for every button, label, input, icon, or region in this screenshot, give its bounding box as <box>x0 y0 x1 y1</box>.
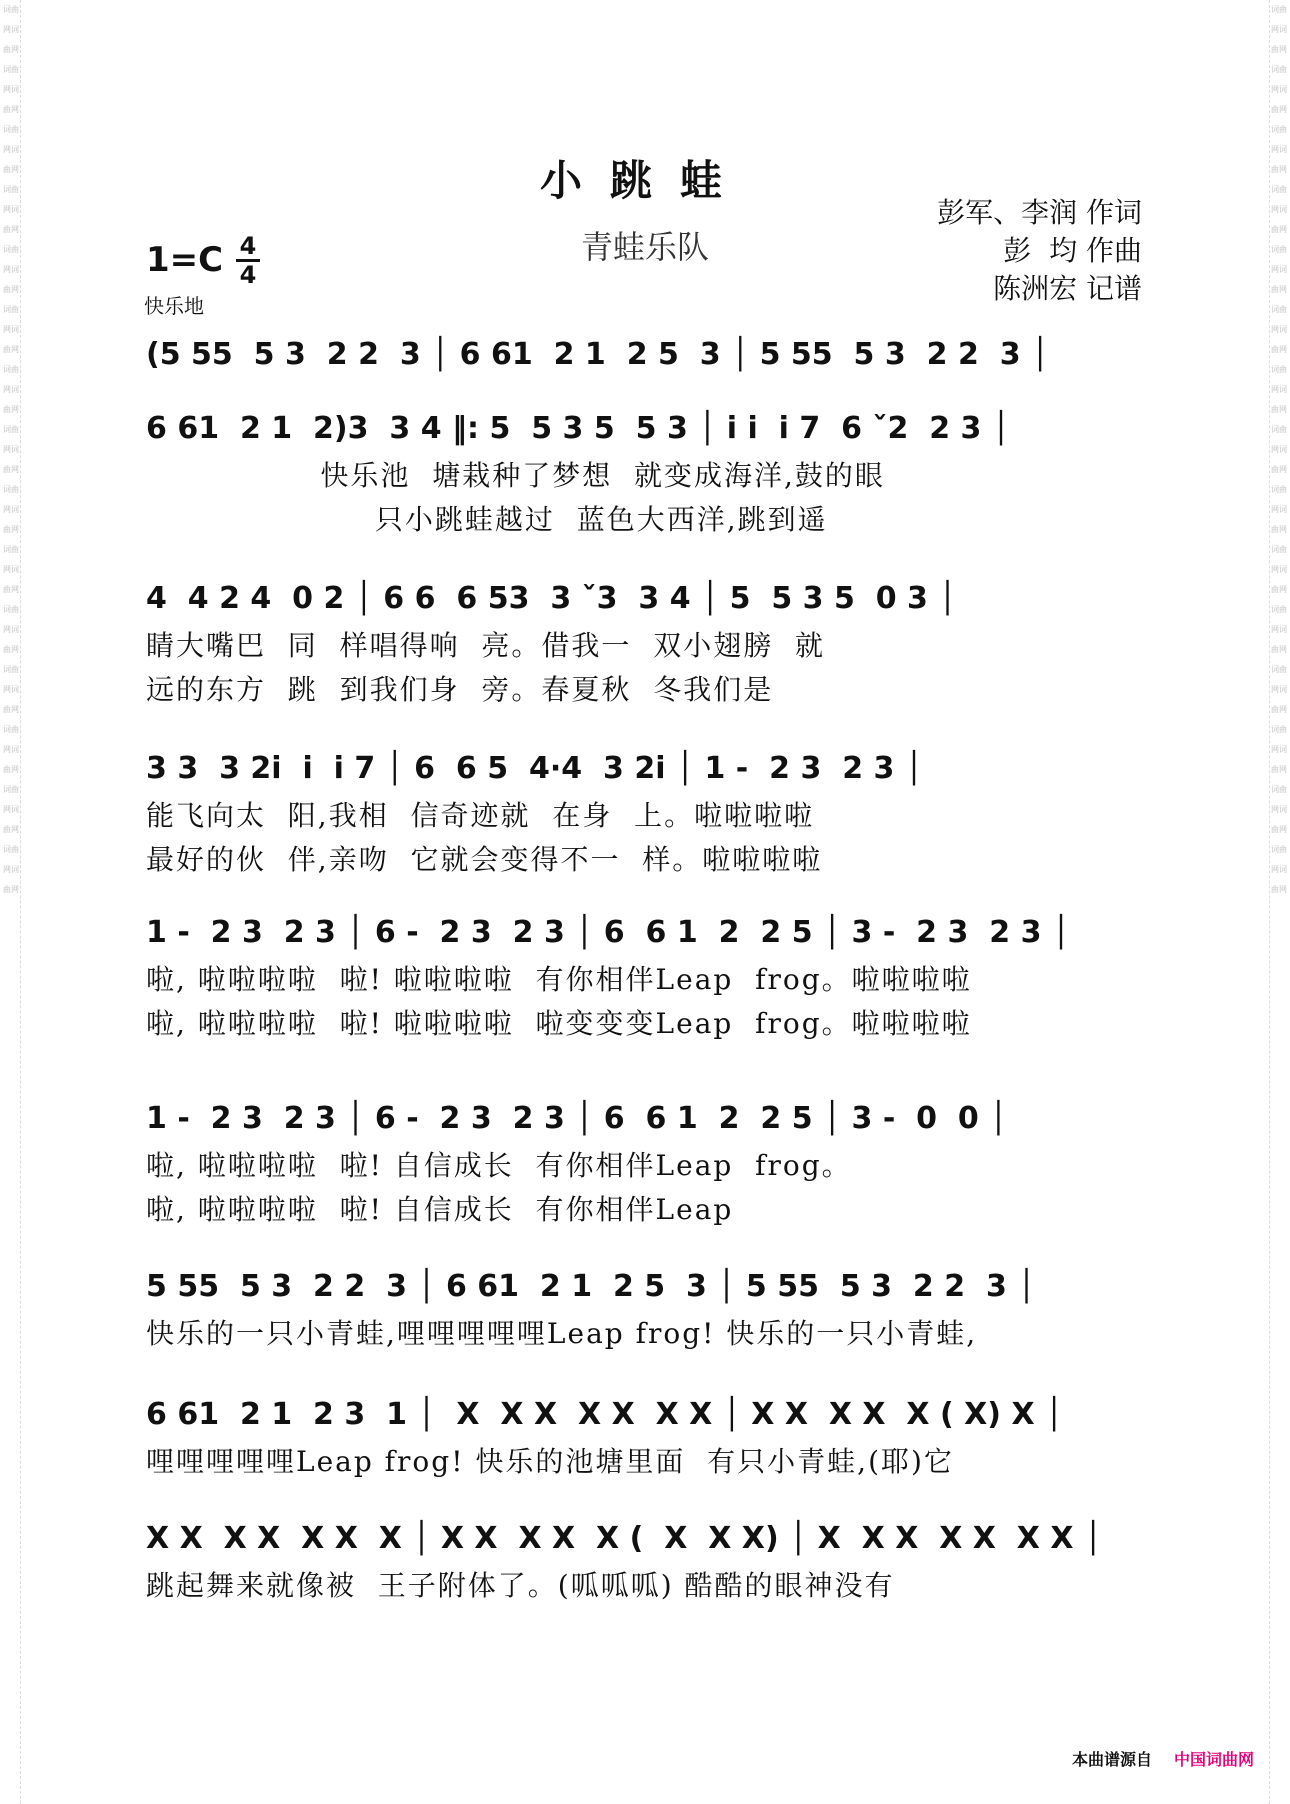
lyric-verse-2: 啦, 啦啦啦啦 啦! 啦啦啦啦 啦变变变Leap frog。啦啦啦啦 <box>146 1007 972 1040</box>
tempo-marking: 快乐地 <box>144 294 204 318</box>
lyric-verse-1: 啦, 啦啦啦啦 啦! 自信成长 有你相伴Leap frog。 <box>146 1149 852 1182</box>
lyric-verse-2: 啦, 啦啦啦啦 啦! 自信成长 有你相伴Leap <box>146 1193 734 1226</box>
notes-row: X X X X X X X │ X X X X X ( X X X) │ X X X X X X X │ <box>146 1521 1103 1556</box>
system-8 <box>146 1390 1150 1484</box>
lyric-verse-2: 远的东方 跳 到我们身 旁。春夏秋 冬我们是 <box>146 673 774 706</box>
lyric-verse-1: 快乐池 塘栽种了梦想 就变成海洋,鼓的眼 <box>146 459 885 492</box>
lyric-verse-1: 哩哩哩哩哩Leap frog! 快乐的池塘里面 有只小青蛙,(耶)它 <box>146 1445 954 1478</box>
system-3 <box>146 574 1150 712</box>
source-label: 本曲谱源自 <box>1071 1750 1152 1769</box>
notes-row: 1 - 2 3 2 3 │ 6 - 2 3 2 3 │ 6 6 1 2 2 5 │ 3 - 2 3 2 3 │ <box>146 915 1070 950</box>
system-1 <box>146 330 1150 380</box>
time-signature <box>236 234 260 287</box>
credits: 彭军、李润 作词 彭 均 作曲 陈洲宏 记谱 <box>937 196 1142 305</box>
lyric-verse-1: 啦, 啦啦啦啦 啦! 啦啦啦啦 有你相伴Leap frog。啦啦啦啦 <box>146 963 972 996</box>
system-7 <box>146 1262 1150 1356</box>
watermark-left: 词曲网词曲网词曲网词曲网词曲网词曲网词曲网词曲网词曲网词曲网词曲网词曲网词曲网词曲网词曲网词曲网词曲网词曲网词曲网词曲网词曲网词曲网词曲网词曲网词曲网词曲网词曲网词曲网词曲网词曲网 <box>2 0 21 1804</box>
lyric-verse-1: 跳起舞来就像被 王子附体了。(呱呱呱) 酷酷的眼神没有 <box>146 1569 895 1602</box>
watermark-right: 词曲网词曲网词曲网词曲网词曲网词曲网词曲网词曲网词曲网词曲网词曲网词曲网词曲网词曲网词曲网词曲网词曲网词曲网词曲网词曲网词曲网词曲网词曲网词曲网词曲网词曲网词曲网词曲网词曲网词曲网 <box>1269 0 1288 1804</box>
notes-row: 4 4 2 4 0 2 │ 6 6 6 53 3 ˇ3 3 4 │ 5 5 3 5 0 3 │ <box>146 581 957 616</box>
source-footer <box>1072 1747 1254 1770</box>
lyric-verse-2: 最好的伙 伴,亲吻 它就会变得不一 样。啦啦啦啦 <box>146 843 823 876</box>
system-5 <box>146 908 1150 1046</box>
time-bottom: 4 <box>239 261 257 289</box>
song-title: 小跳蛙 <box>539 156 750 205</box>
time-top: 4 <box>239 232 257 260</box>
singer: 青蛙乐队 <box>580 228 709 266</box>
system-9 <box>146 1514 1150 1608</box>
lyric-verse-1: 能飞向太 阳,我相 信奇迹就 在身 上。啦啦啦啦 <box>146 799 815 832</box>
notes-row: 3 3 3 2i i i 7 │ 6 6 5 4·4 3 2i │ 1 - 2 3 2 3 │ <box>146 751 923 786</box>
system-4 <box>146 744 1150 882</box>
source-brand: 中国词曲网 <box>1173 1750 1254 1769</box>
lyric-verse-1: 快乐的一只小青蛙,哩哩哩哩哩Leap frog! 快乐的一只小青蛙, <box>146 1317 978 1350</box>
system-2 <box>146 404 1150 542</box>
notes-row: 5 55 5 3 2 2 3 │ 6 61 2 1 2 5 3 │ 5 55 5 3 2 2 3 │ <box>146 1269 1036 1304</box>
lyric-verse-2: 只小跳蛙越过 蓝色大西洋,跳到遥 <box>146 503 828 536</box>
notes-row: 6 61 2 1 2)3 3 4 ‖: 5 5 3 5 5 3 │ i i i 7 6 ˇ2 2 3 │ <box>146 411 1010 446</box>
notes-row: 1 - 2 3 2 3 │ 6 - 2 3 2 3 │ 6 6 1 2 2 5 │ 3 - 0 0 │ <box>146 1101 1008 1136</box>
notes-row: (5 55 5 3 2 2 3 │ 6 61 2 1 2 5 3 │ 5 55 5 3 2 2 3 │ <box>146 337 1050 372</box>
lyric-verse-1: 睛大嘴巴 同 样唱得响 亮。借我一 双小翅膀 就 <box>146 629 826 662</box>
key-signature: 1=C <box>146 240 224 280</box>
system-6 <box>146 1094 1150 1232</box>
notes-row: 6 61 2 1 2 3 1 │ X X X X X X X │ X X X X X ( X) X │ <box>146 1397 1064 1432</box>
